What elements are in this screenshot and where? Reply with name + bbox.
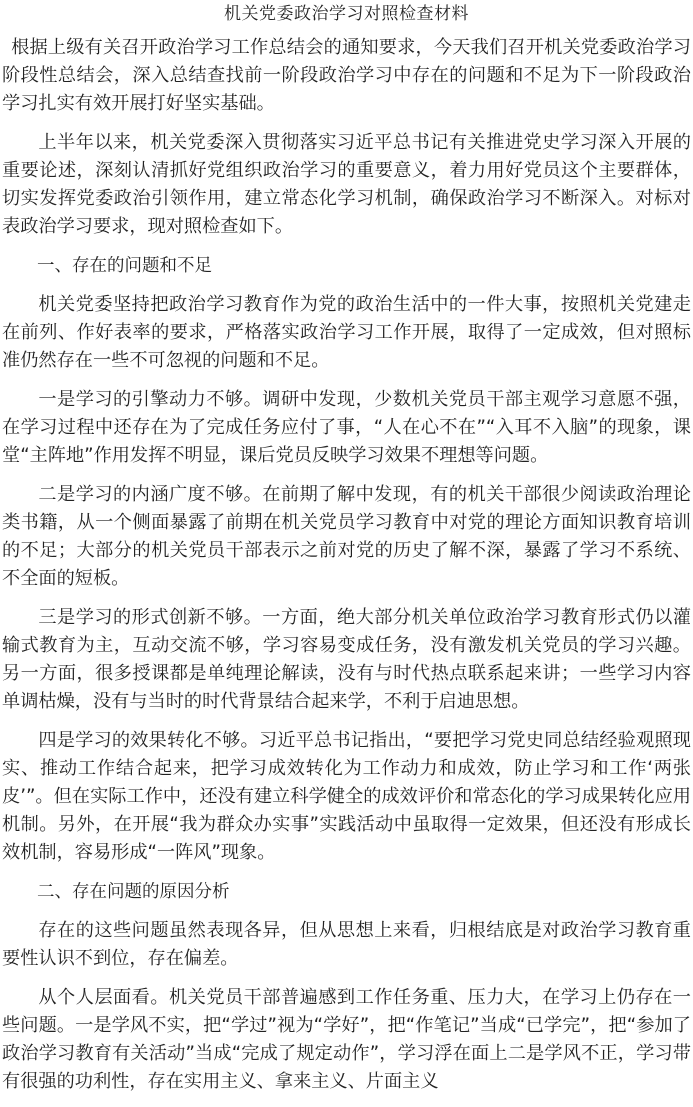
problem-1-paragraph: 一是学习的引擎动力不够。调研中发现，少数机关党员干部主观学习意愿不强，在学习过程中还存在为了完成任务应付了事，“人在心不在”“入耳不入脑”的现象，课堂“主阵地”作用发挥不明显，课后党员反映学习效果不理想等问题。 [2,389,691,466]
problem-4-paragraph: 四是学习的效果转化不够。习近平总书记指出，“要把学习党史同总结经验观照现实、推动工作结合起来，把学习成效转化为工作动力和成效，防止学习和工作‘两张皮’”。但在实际工作中，还没有建立科学健全的成效评价和常态化的学习成果转化应用机制。另外，在开展“我为群众办实事”实践活动中虽取得一定效果，但还没有形成长效机制，容易形成“一阵风”现象。 [2,730,691,863]
problem-2-paragraph: 二是学习的内涵广度不够。在前期了解中发现，有的机关干部很少阅读政治理论类书籍，从一个侧面暴露了前期在机关党员学习教育中对党的理论方面知识教育培训的不足；大部分的机关党员干部表示之前对党的历史了解不深，暴露了学习不系统、不全面的短板。 [2,484,691,589]
problems-overview-paragraph: 机关党委坚持把政治学习教育作为党的政治生活中的一件大事，按照机关党建走在前列、作好表率的要求，严格落实政治学习工作开展，取得了一定成效，但对照标准仍然存在一些不可忽视的问题和不足。 [2,294,691,371]
personal-level-paragraph: 从个人层面看。机关党员干部普遍感到工作任务重、压力大，在学习上仍存在一些问题。一是学风不实，把“学过”视为“学好”，把“作笔记”当成“已学完”，把“参加了政治学习教育有关活动”当成“完成了规定动作”，学习浮在面上二是学风不正，学习带有很强的功利性，存在实用主义、拿来主义、片面主义 [2,987,691,1092]
causes-overview-paragraph: 存在的这些问题虽然表现各异，但从思想上来看，归根结底是对政治学习教育重要性认识不到位，存在偏差。 [2,920,691,969]
problem-3-paragraph: 三是学习的形式创新不够。一方面，绝大部分机关单位政治学习教育形式仍以灌输式教育为主，互动交流不够，学习容易变成任务，没有激发机关党员的学习兴趣。另一方面，很多授课都是单纯理论解读，没有与时代热点联系起来讲；一些学习内容单调枯燥，没有与当时的时代背景结合起来学，不利于启迪思想。 [2,607,691,712]
background-paragraph: 上半年以来，机关党委深入贯彻落实习近平总书记有关推进党史学习深入开展的重要论述，深刻认清抓好党组织政治学习的重要意义，着力用好党员这个主要群体，切实发挥党委政治引领作用，建立常态化学习机制，确保政治学习不断深入。对标对表政治学习要求，现对照检查如下。 [2,132,691,237]
document-body [2,34,691,1096]
intro-paragraph: 根据上级有关召开政治学习工作总结会的通知要求，今天我们召开机关党委政治学习阶段性总结会，深入总结查找前一阶段政治学习中存在的问题和不足为下一阶段政治学习扎实有效开展打好坚实基础。 [2,37,691,114]
document-title: 机关党委政治学习对照检查材料 [224,4,469,24]
section-heading-problems: 一、存在的问题和不足 [37,256,212,276]
section-heading-causes: 二、存在问题的原因分析 [37,882,230,902]
